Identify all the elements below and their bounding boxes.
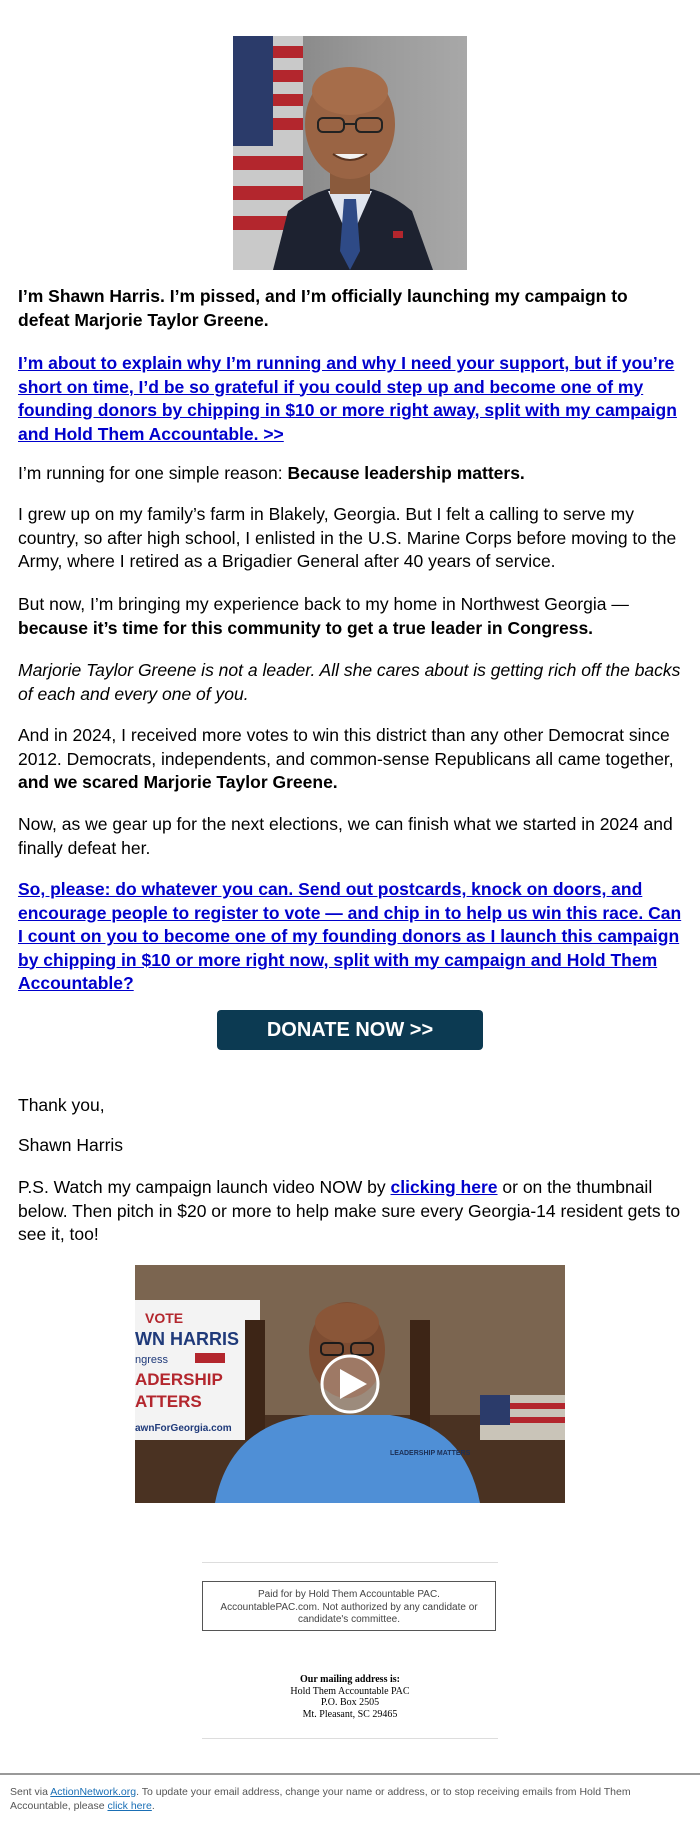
reason-bold: Because leadership matters. — [287, 463, 525, 483]
sign-congress: ngress — [135, 1354, 169, 1366]
unsubscribe-link[interactable]: click here — [107, 1800, 152, 1812]
bio-text: I grew up on my family’s farm in Blakely, Georgia. But I felt a calling to serve my country, so after high school, I enlisted in the U.S. Marine Corps before moving to the Army, where I retired as a Brigadier General after 40 years of service. — [18, 504, 677, 571]
home-text: But now, I’m bringing my experience back to my home in Northwest Georgia — — [18, 594, 629, 614]
video-thumbnail-image — [135, 1265, 565, 1503]
mailing-line1: Hold Them Accountable PAC — [290, 1685, 410, 1697]
sent-via-text: Sent via — [10, 1786, 51, 1798]
ps-text-before: P.S. Watch my campaign launch video NOW by — [18, 1177, 391, 1197]
actionnetwork-link[interactable]: ActionNetwork.org — [50, 1786, 137, 1798]
clicking-here-link[interactable]: clicking here — [390, 1177, 498, 1197]
portrait-image — [233, 36, 467, 270]
signer-name: Shawn Harris — [18, 1135, 124, 1155]
ps-text-after: or on the thumbnail below. Then pitch in $20 or more to help make sure every Georgia-14 resident gets to see it, too! — [18, 1177, 681, 1244]
sign-leadership: ADERSHIP — [135, 1370, 223, 1389]
footer-divider-top — [202, 1562, 498, 1563]
donate-now-button[interactable]: DONATE NOW >> — [217, 1010, 483, 1050]
intro-paragraph — [18, 285, 682, 332]
gearup-text: Now, as we gear up for the next elections, we can finish what we started in 2024 and finally defeat her. — [18, 814, 673, 858]
footer-text — [10, 1785, 680, 1813]
votes-paragraph — [18, 724, 682, 795]
mtg-paragraph — [18, 659, 682, 706]
shirt-logo-text: LEADERSHIP MATTERS — [390, 1450, 471, 1457]
votes-text: And in 2024, I received more votes to win this district than any other Democrat since 2012. Democrats, independents, and common-sense Republicans all came together, — [18, 725, 674, 769]
thanks-text: Thank you, — [18, 1095, 105, 1115]
gearup-paragraph — [18, 813, 682, 860]
name-paragraph — [18, 1134, 682, 1158]
founding-donor-link[interactable]: I’m about to explain why I’m running and why I need your support, but if you’re short on time, I’d be so grateful if you could step up and become one of my founding donors by chipping in $10 or more right away, split with my campaign and Hold Them Accountable. >> — [18, 353, 677, 444]
link2-paragraph — [18, 878, 682, 996]
mtg-text: Marjorie Taylor Greene is not a leader. All she cares about is getting rich off the backs of each and every one of you. — [18, 660, 681, 704]
mailing-address — [200, 1674, 500, 1720]
footer-end-text: . — [151, 1800, 155, 1812]
footer-divider-bottom — [202, 1738, 498, 1739]
sign-name: WN HARRIS — [135, 1329, 239, 1349]
reason-paragraph — [18, 462, 682, 486]
play-icon[interactable] — [322, 1356, 378, 1412]
chip-in-link[interactable]: So, please: do whatever you can. Send out postcards, knock on doors, and encourage people to register to vote — and chip in to help us win this race. Can I count on you to become one of my founding donors as I launch this campaign by chipping in $10 or more right now, split with my campaign and Hold Them Accountable? — [18, 879, 682, 993]
footer-rule — [0, 1773, 700, 1775]
sign-matters: ATTERS — [135, 1392, 202, 1411]
sign-vote: VOTE — [145, 1310, 184, 1326]
reason-text: I’m running for one simple reason: — [18, 463, 288, 483]
paid-for-disclaimer: Paid for by Hold Them Accountable PAC. AccountablePAC.com. Not authorized by any candidate or candidate's committee. — [202, 1581, 496, 1631]
candidate-portrait — [233, 36, 467, 270]
bio-paragraph — [18, 503, 682, 574]
video-thumbnail[interactable] — [135, 1265, 565, 1503]
mailing-line2: P.O. Box 2505 — [320, 1697, 380, 1708]
ps-paragraph — [18, 1176, 682, 1247]
link1-paragraph — [18, 352, 682, 446]
mailing-line3: Mt. Pleasant, SC 29465 — [302, 1708, 398, 1720]
votes-bold: and we scared Marjorie Taylor Greene. — [18, 772, 338, 792]
intro-text: I’m Shawn Harris. I’m pissed, and I’m officially launching my campaign to defeat Marjorie Taylor Greene. — [18, 286, 628, 330]
footer-middle-text: . To update your email address, change your name or address, or to stop receiving emails from Hold Them Accountable, please — [10, 1786, 631, 1812]
home-bold: because it’s time for this community to get a true leader in Congress. — [18, 617, 594, 638]
home-paragraph — [18, 593, 682, 640]
mailing-heading: Our mailing address is: — [300, 1674, 400, 1685]
thanks-paragraph — [18, 1094, 682, 1118]
sign-url: awnForGeorgia.com — [135, 1423, 232, 1434]
